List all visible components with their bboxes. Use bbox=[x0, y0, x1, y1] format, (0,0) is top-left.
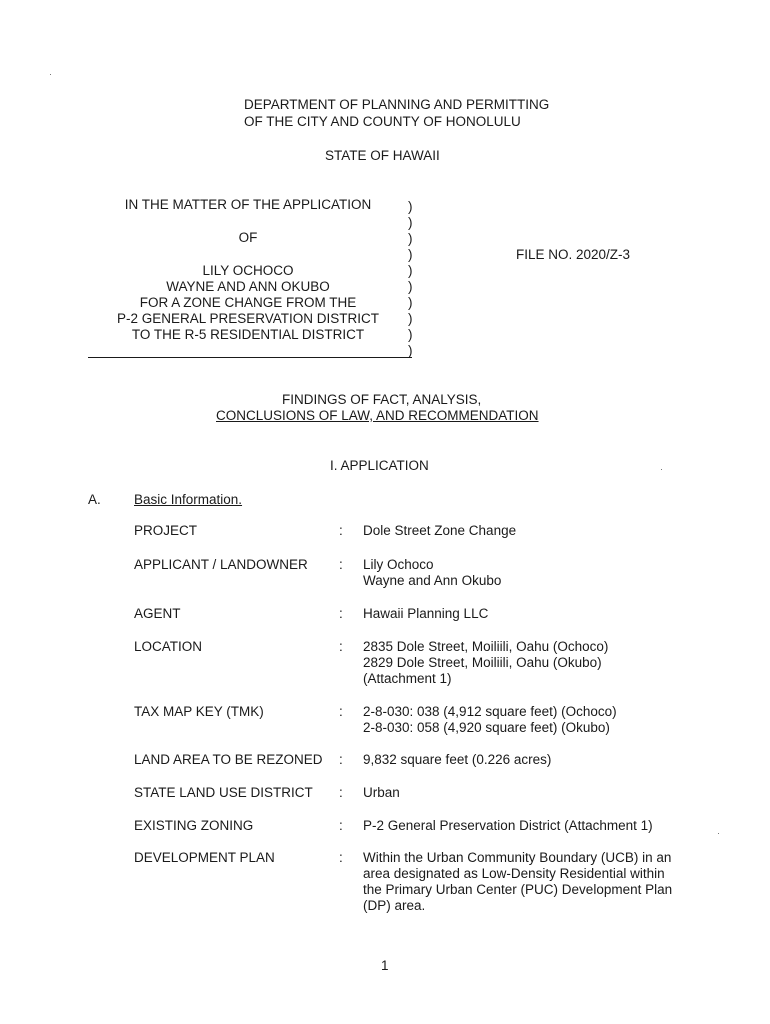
row-colon: : bbox=[339, 785, 343, 800]
row-colon: : bbox=[339, 523, 343, 538]
row-label-state-land-use: STATE LAND USE DISTRICT bbox=[134, 785, 313, 800]
value-line: the Primary Urban Center (PUC) Development Plan bbox=[363, 882, 673, 897]
state-heading: STATE OF HAWAII bbox=[325, 148, 440, 163]
value-line: (DP) area. bbox=[363, 898, 426, 913]
section-heading: I. APPLICATION bbox=[330, 458, 429, 473]
row-value-applicant bbox=[363, 557, 501, 589]
value-line: 2829 Dole Street, Moiliili, Oahu (Okubo) bbox=[363, 655, 602, 670]
value-line: Dole Street Zone Change bbox=[363, 523, 517, 538]
value-line: Lily Ochoco bbox=[363, 557, 434, 572]
row-value-project bbox=[363, 523, 516, 539]
row-label-applicant: APPLICANT / LANDOWNER bbox=[134, 557, 308, 572]
subsection-letter: A. bbox=[88, 492, 101, 507]
row-label-existing-zoning: EXISTING ZONING bbox=[134, 818, 254, 833]
row-colon: : bbox=[339, 818, 343, 833]
scan-speck bbox=[718, 833, 719, 834]
value-line: Hawaii Planning LLC bbox=[363, 606, 489, 621]
row-value-agent bbox=[363, 606, 488, 622]
row-value-existing-zoning bbox=[363, 818, 653, 834]
department-heading-line2: OF THE CITY AND COUNTY OF HONOLULU bbox=[244, 114, 521, 129]
row-colon: : bbox=[339, 752, 343, 767]
value-line: Urban bbox=[363, 785, 400, 800]
caption-paren: ) bbox=[408, 311, 413, 326]
value-line: Within the Urban Community Boundary (UCB) in an bbox=[363, 850, 672, 865]
row-value-state-land-use bbox=[363, 785, 400, 801]
caption-party-4: P-2 GENERAL PRESERVATION DISTRICT bbox=[116, 311, 380, 326]
caption-party-2: WAYNE AND ANN OKUBO bbox=[166, 279, 330, 294]
value-line: P-2 General Preservation District (Attachment 1) bbox=[363, 818, 653, 833]
value-line: 2-8-030: 058 (4,920 square feet) (Okubo) bbox=[363, 720, 610, 735]
value-line: 2835 Dole Street, Moiliili, Oahu (Ochoco) bbox=[363, 639, 609, 654]
value-line: 9,832 square feet (0.226 acres) bbox=[363, 752, 552, 767]
row-value-location bbox=[363, 639, 608, 687]
caption-paren: ) bbox=[408, 247, 413, 262]
row-value-development-plan bbox=[363, 850, 672, 914]
caption-paren: ) bbox=[408, 279, 413, 294]
caption-paren: ) bbox=[408, 295, 413, 310]
row-colon: : bbox=[339, 850, 343, 865]
findings-title-line1: FINDINGS OF FACT, ANALYSIS, bbox=[282, 392, 482, 407]
caption-party-3: FOR A ZONE CHANGE FROM THE bbox=[139, 295, 357, 310]
scan-speck bbox=[661, 469, 662, 470]
caption-underline bbox=[88, 357, 412, 358]
value-line: (Attachment 1) bbox=[363, 671, 452, 686]
row-colon: : bbox=[339, 557, 343, 572]
value-line: 2-8-030: 038 (4,912 square feet) (Ochoco) bbox=[363, 704, 617, 719]
row-label-land-area: LAND AREA TO BE REZONED bbox=[134, 752, 323, 767]
page-number: 1 bbox=[381, 958, 389, 973]
caption-paren: ) bbox=[408, 343, 413, 358]
row-colon: : bbox=[339, 639, 343, 654]
row-label-development-plan: DEVELOPMENT PLAN bbox=[134, 850, 275, 865]
caption-paren: ) bbox=[408, 199, 413, 214]
caption-paren: ) bbox=[408, 215, 413, 230]
row-value-land-area bbox=[363, 752, 551, 768]
scan-speck bbox=[50, 74, 51, 75]
caption-party-5: TO THE R-5 RESIDENTIAL DISTRICT bbox=[131, 327, 365, 342]
caption-matter: IN THE MATTER OF THE APPLICATION bbox=[124, 197, 372, 212]
subsection-heading: Basic Information. bbox=[134, 492, 243, 507]
file-number: FILE NO. 2020/Z-3 bbox=[516, 247, 631, 262]
row-label-project: PROJECT bbox=[134, 523, 198, 538]
department-heading-line1: DEPARTMENT OF PLANNING AND PERMITTING bbox=[244, 97, 550, 112]
caption-of: OF bbox=[238, 230, 258, 245]
row-label-tmk: TAX MAP KEY (TMK) bbox=[134, 704, 264, 719]
caption-paren: ) bbox=[408, 231, 413, 246]
caption-paren: ) bbox=[408, 327, 413, 342]
findings-title-line2: CONCLUSIONS OF LAW, AND RECOMMENDATION bbox=[216, 408, 539, 423]
row-colon: : bbox=[339, 606, 343, 621]
row-label-agent: AGENT bbox=[134, 606, 181, 621]
row-colon: : bbox=[339, 704, 343, 719]
caption-paren: ) bbox=[408, 263, 413, 278]
row-value-tmk bbox=[363, 704, 617, 736]
value-line: Wayne and Ann Okubo bbox=[363, 573, 502, 588]
row-label-location: LOCATION bbox=[134, 639, 203, 654]
caption-party-1: LILY OCHOCO bbox=[202, 263, 294, 278]
value-line: area designated as Low-Density Residential within bbox=[363, 866, 665, 881]
